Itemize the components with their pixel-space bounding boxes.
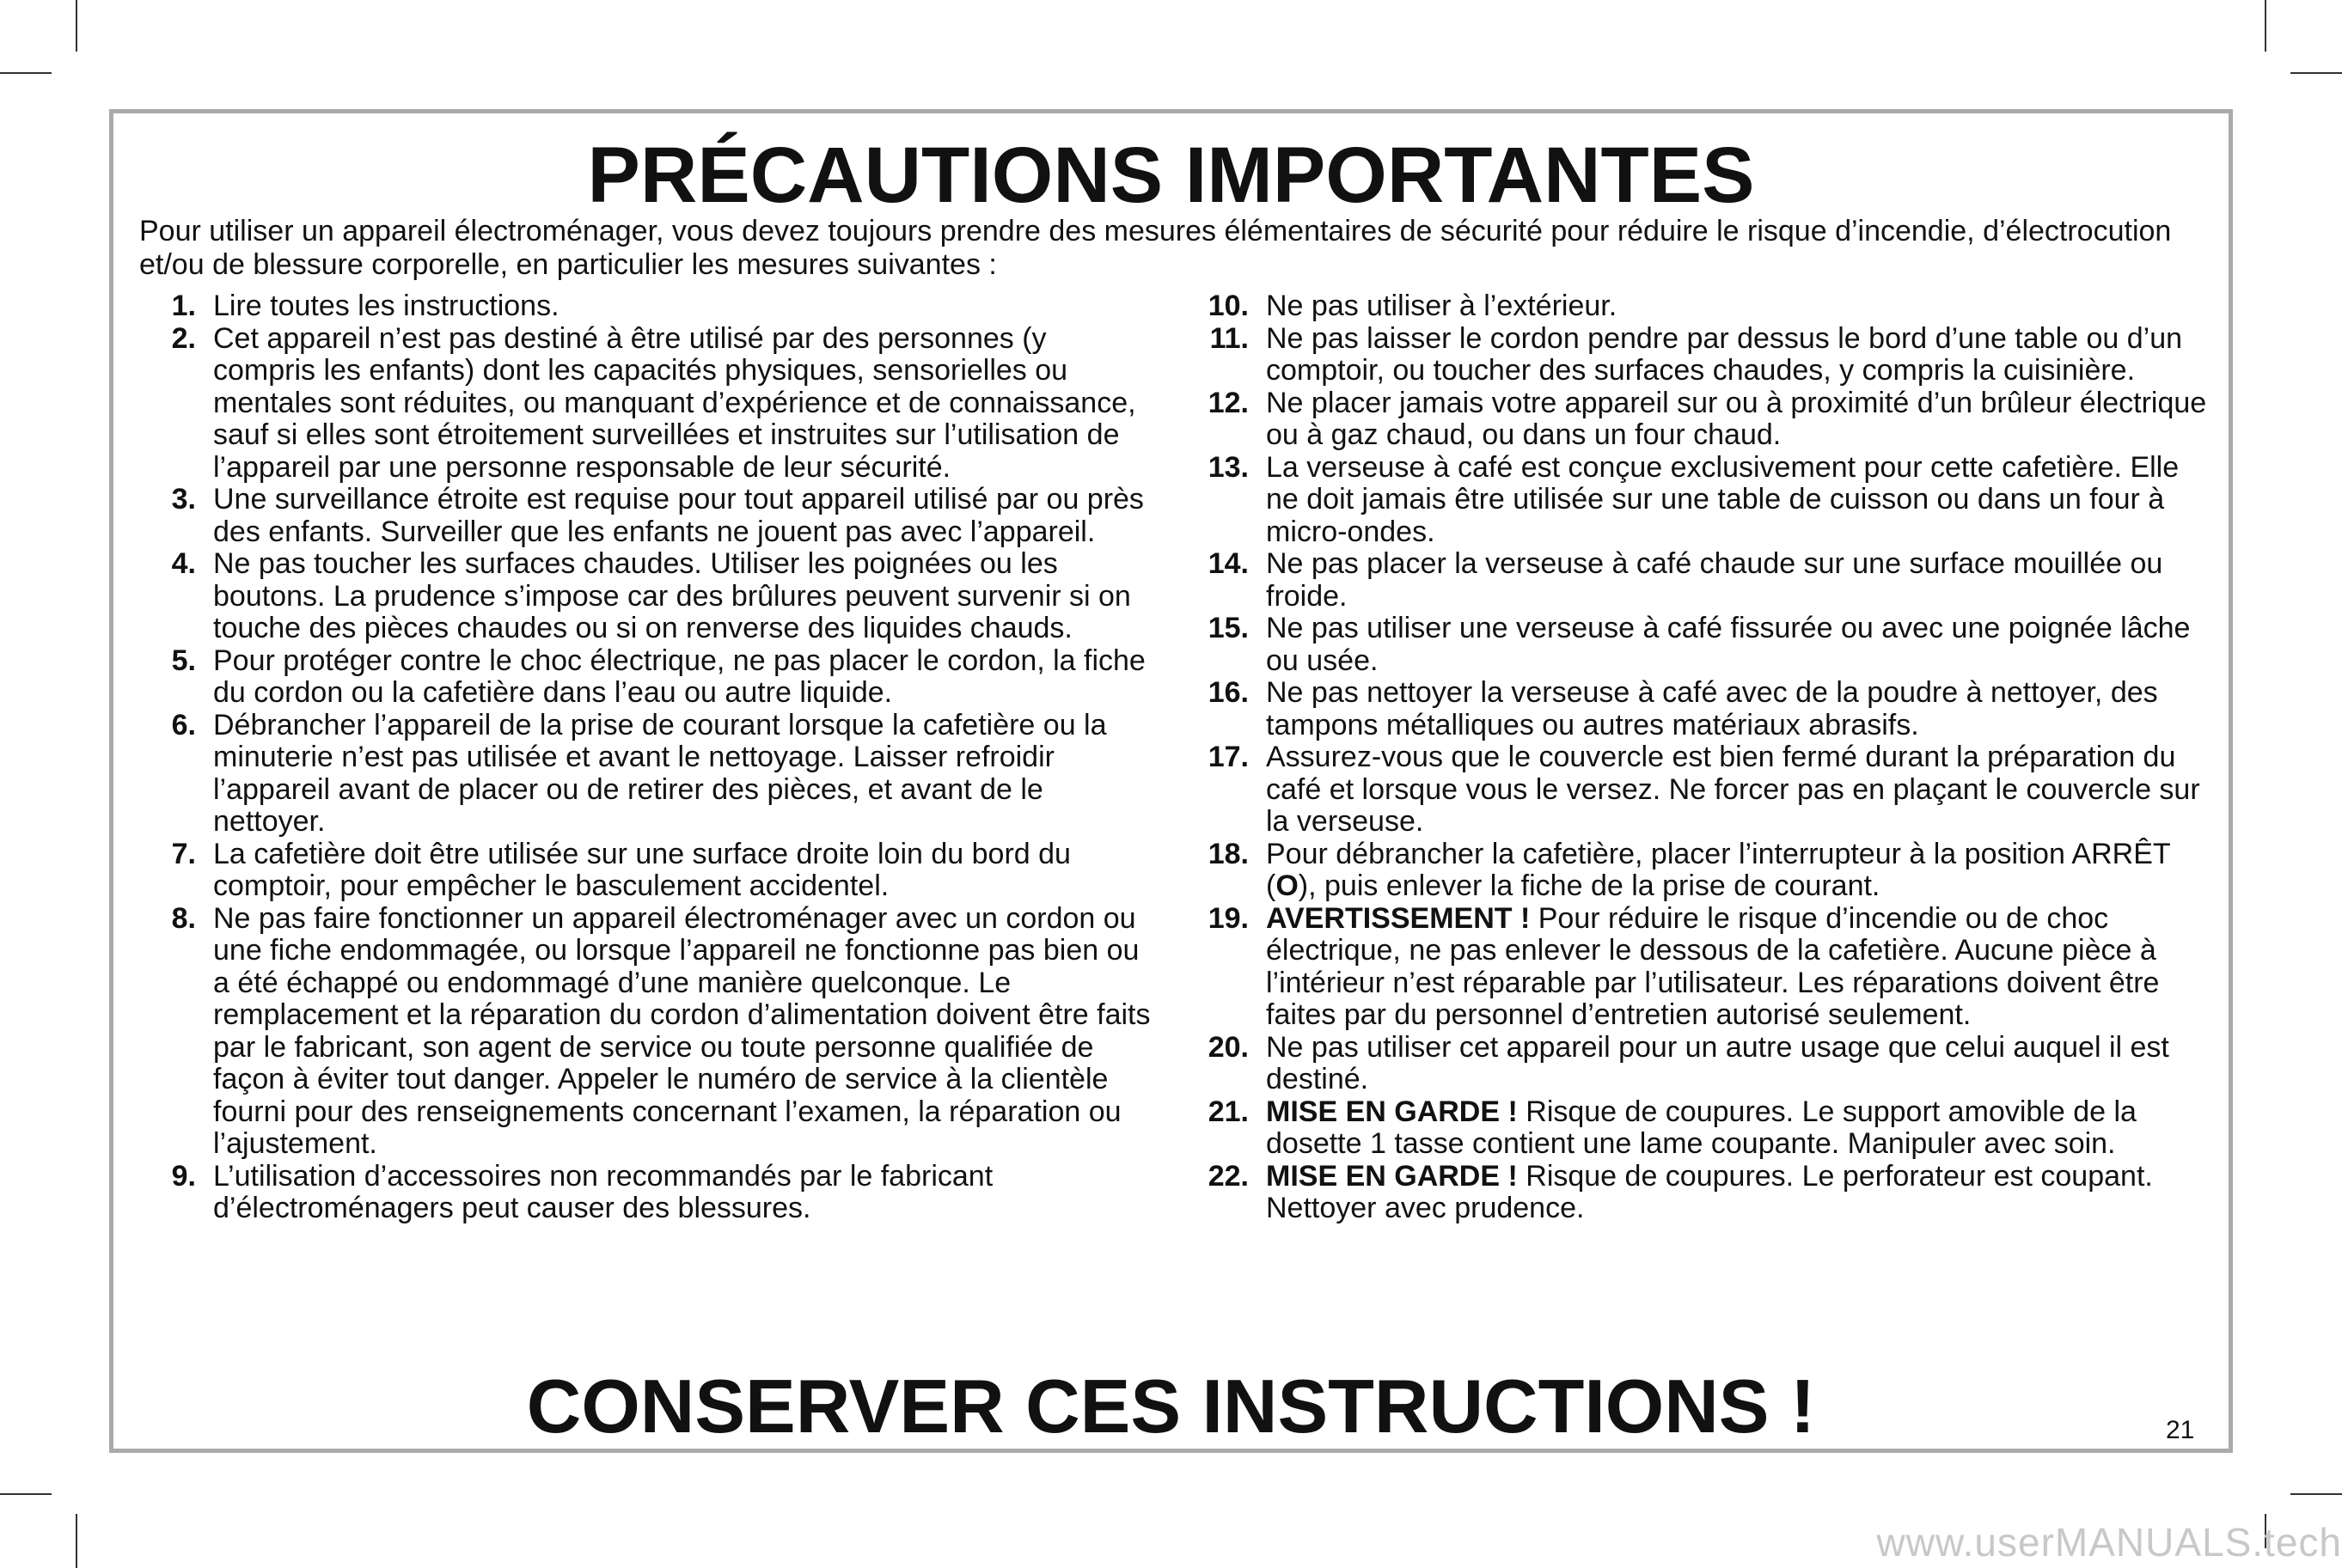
list-item — [1165, 903, 2209, 1032]
item-number: 2. — [171, 321, 196, 355]
item-text: L’utilisation d’accessoires non recommandés par le fabricant d’électroménagers peut causer des blessures. — [213, 1159, 994, 1224]
item-number: 13. — [1208, 450, 1249, 484]
item-text: Pour protéger contre le choc électrique, ne pas placer le cordon, la fiche du cordon ou la cafetière dans l’eau ou autre liquide. — [213, 644, 1146, 709]
item-text: Ne pas faire fonctionner un appareil électroménager avec un cordon ou une fiche endommagée, ou lorsque l’appareil ne fonctionne pas bien ou a été échappé ou endommagé d’une manière quelconque. Le remplacement et la réparation du cordon d’alimentation doivent être faits par le fabricant, son agent de service ou toute personne qualifiée de façon à éviter tout danger. Appeler le numéro de service à la clientèle fourni pour des renseignements concernant l’examen, la réparation ou l’ajustement. — [213, 901, 1151, 1160]
list-item — [1165, 452, 2209, 549]
list-item — [112, 290, 1152, 323]
item-text: Lire toutes les instructions. — [213, 290, 560, 322]
crop-mark — [2290, 72, 2342, 74]
item-text: Ne placer jamais votre appareil sur ou à proximité d’un brûleur électrique ou à gaz chaud, ou dans un four chaud. — [1266, 386, 2207, 451]
page-number: 21 — [2166, 1416, 2195, 1444]
item-number: 11. — [1209, 321, 1249, 355]
list-item — [112, 548, 1152, 645]
list-item — [1165, 613, 2209, 677]
item-text: Risque de coupures. Le support amovible de la dosette 1 tasse contient une lame coupante. Manipuler avec soin. — [1266, 1095, 2137, 1160]
item-text: Risque de coupures. Le perforateur est coupant. Nettoyer avec prudence. — [1266, 1159, 2153, 1224]
warning-label: MISE EN GARDE ! — [1266, 1159, 1518, 1193]
list-item — [1165, 1161, 2209, 1225]
item-text: Une surveillance étroite est requise pour tout appareil utilisé par ou près des enfants. Surveiller que les enfants ne jouent pas avec l’appareil. — [213, 483, 1144, 548]
footer-title: CONSERVER CES INSTRUCTIONS ! — [526, 1364, 1816, 1449]
item-number: 8. — [171, 901, 196, 935]
item-text: La cafetière doit être utilisée sur une surface droite loin du bord du comptoir, pour empêcher le basculement accidentel. — [213, 837, 1071, 902]
item-text: Ne pas utiliser cet appareil pour un autre usage que celui auquel il est destiné. — [1266, 1030, 2169, 1095]
crop-mark — [76, 0, 77, 52]
precautions-list-right — [1165, 290, 2209, 1225]
list-item — [112, 710, 1152, 839]
list-item — [112, 839, 1152, 903]
item-number: 17. — [1208, 741, 1249, 773]
item-number: 22. — [1208, 1159, 1249, 1193]
list-item — [1165, 387, 2209, 452]
page-title: PRÉCAUTIONS IMPORTANTES — [587, 131, 1755, 219]
crop-mark — [2290, 1493, 2342, 1495]
item-text: Ne pas utiliser une verseuse à café fissurée ou avec une poignée lâche ou usée. — [1266, 612, 2191, 677]
warning-label: MISE EN GARDE ! — [1266, 1095, 1518, 1128]
list-item — [112, 903, 1152, 1161]
list-item — [112, 323, 1152, 485]
item-number: 1. — [171, 290, 196, 322]
item-text: Assurez-vous que le couvercle est bien fermé durant la préparation du café et lorsque vous le versez. Ne forcer pas en plaçant le couvercle sur la verseuse. — [1266, 741, 2200, 838]
list-item — [1165, 323, 2209, 387]
item-text: Cet appareil n’est pas destiné à être utilisé par des personnes (y compris les enfants) dont les capacités physiques, sensorielles ou mentales sont réduites, ou manquant d’expérience et de connaissance, sauf si elles sont étroitement surveillées et instruites sur l’utilisation de l’appareil par une personne responsable de leur sécurité. — [213, 321, 1136, 484]
list-item — [1165, 839, 2209, 903]
item-text: Pour débrancher la cafetière, placer l’interrupteur à la position ARRÊT ( — [1266, 837, 2171, 902]
item-number: 5. — [171, 644, 196, 677]
item-number: 14. — [1208, 547, 1249, 580]
watermark: www.userMANUALS.tech — [1876, 1520, 2342, 1565]
item-number: 9. — [171, 1159, 196, 1193]
crop-mark — [2265, 0, 2266, 52]
item-number: 4. — [171, 547, 196, 580]
off-symbol: O — [1275, 869, 1299, 902]
item-text: Ne pas placer la verseuse à café chaude sur une surface mouillée ou froide. — [1266, 547, 2163, 613]
list-item — [1165, 677, 2209, 741]
crop-mark — [0, 72, 52, 74]
item-number: 20. — [1208, 1030, 1249, 1064]
item-number: 16. — [1208, 676, 1249, 709]
item-number: 12. — [1208, 386, 1249, 419]
precautions-list-left — [112, 290, 1152, 1225]
crop-mark — [76, 1514, 77, 1568]
item-number: 15. — [1208, 612, 1249, 644]
item-text: Débrancher l’appareil de la prise de courant lorsque la cafetière ou la minuterie n’est pas utilisée et avant le nettoyage. Laisser refroidir l’appareil avant de placer ou de retirer des pièces, et avant de le nettoyer. — [213, 708, 1107, 838]
item-text: Ne pas utiliser à l’extérieur. — [1266, 290, 1617, 322]
item-number: 19. — [1208, 901, 1249, 935]
item-number: 10. — [1208, 290, 1249, 322]
item-number: 18. — [1208, 837, 1249, 870]
item-number: 7. — [171, 837, 196, 870]
item-text: ), puis enlever la fiche de la prise de courant. — [1298, 869, 1880, 902]
item-text: Ne pas toucher les surfaces chaudes. Utiliser les poignées ou les boutons. La prudence s’impose car des brûlures peuvent survenir si on touche des pièces chaudes ou si on renverse des liquides chauds. — [213, 547, 1131, 644]
list-item — [1165, 1096, 2209, 1161]
item-number: 3. — [171, 483, 196, 516]
item-text: La verseuse à café est conçue exclusivement pour cette cafetière. Elle ne doit jamais être utilisée sur une table de cuisson ou dans un four à micro-ondes. — [1266, 450, 2180, 548]
list-item — [112, 1161, 1152, 1225]
item-text: Ne pas nettoyer la verseuse à café avec de la poudre à nettoyer, des tampons métalliques ou autres matériaux abrasifs. — [1266, 676, 2158, 741]
list-item — [1165, 548, 2209, 613]
list-item — [112, 484, 1152, 548]
list-item — [1165, 290, 2209, 323]
list-item — [112, 645, 1152, 710]
item-number: 21. — [1208, 1095, 1249, 1128]
list-item — [1165, 1032, 2209, 1096]
item-text: Pour réduire le risque d’incendie ou de choc électrique, ne pas enlever le dessous de la cafetière. Aucune pièce à l’intérieur n’est réparable par l’utilisateur. Les réparations doivent être faites par du personnel d’entretien autorisé seulement. — [1266, 901, 2160, 1031]
warning-label: AVERTISSEMENT ! — [1266, 901, 1531, 935]
item-number: 6. — [171, 708, 196, 741]
list-item — [1165, 741, 2209, 839]
crop-mark — [0, 1493, 52, 1495]
item-text: Ne pas laisser le cordon pendre par dessus le bord d’une table ou d’un comptoir, ou toucher des surfaces chaudes, y compris la cuisinière. — [1266, 321, 2183, 387]
intro-paragraph: Pour utiliser un appareil électroménager, vous devez toujours prendre des mesures élémentaires de sécurité pour réduire le risque d’incendie, d’électrocution et/ou de blessure corporelle, en particulier les mesures suivantes : — [139, 215, 2172, 281]
